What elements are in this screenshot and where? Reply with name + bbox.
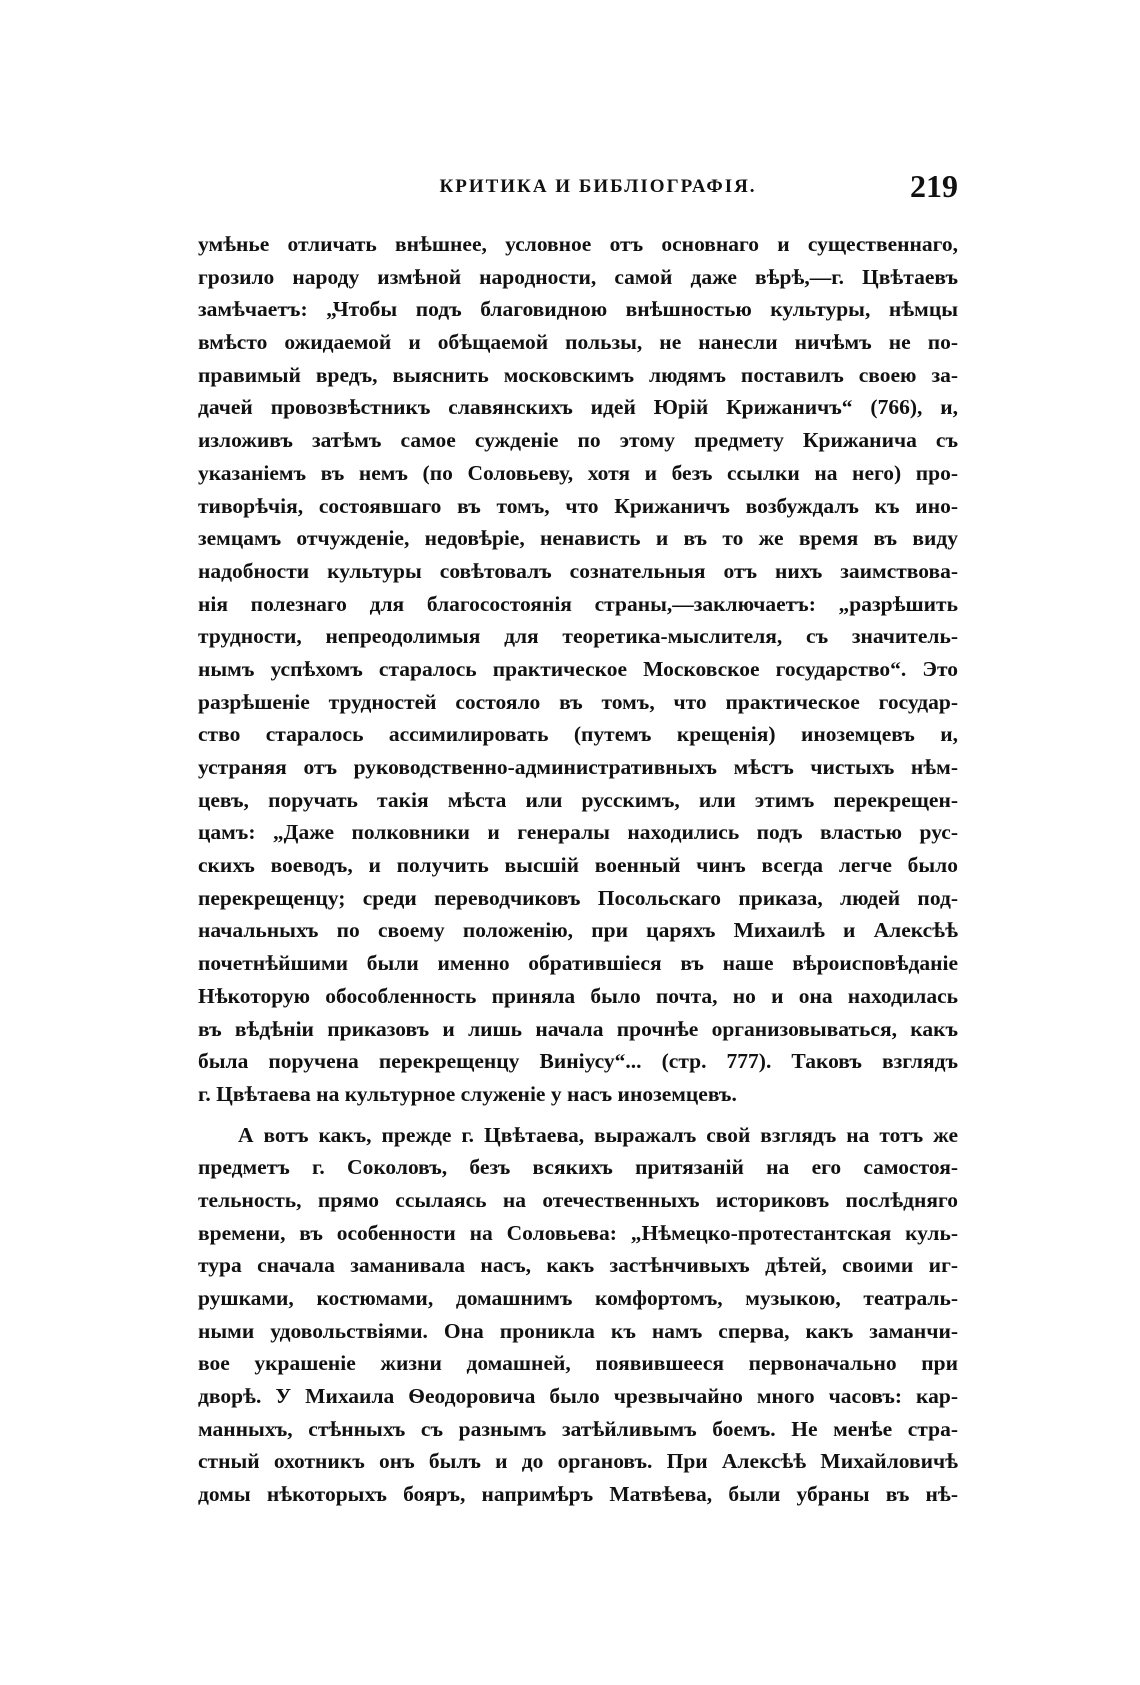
text-line: нымъ успѣхомъ старалось практическое Московское государство“. Это (198, 656, 958, 681)
text-line: была поручена перекрещенцу Виніусу“... (стр. 777). Таковъ взглядъ (198, 1049, 958, 1074)
text-line: времени, въ особенности на Соловьева: „Нѣмецко-протестантская куль- (198, 1220, 958, 1245)
text-line: тельность, прямо ссылаясь на отечественныхъ историковъ послѣдняго (198, 1187, 958, 1212)
text-line: разрѣшеніе трудностей состояло въ томъ, что практическое государ- (198, 689, 958, 714)
text-line: ство старалось ассимилировать (путемъ крещенія) иноземцевъ и, (198, 722, 958, 747)
body-text (198, 228, 958, 1511)
text-line: ными удовольствіями. Она проникла къ намъ сперва, какъ заманчи- (198, 1318, 958, 1343)
text-line: правимый вредъ, выяснить московскимъ людямъ поставилъ своею за- (198, 362, 958, 387)
text-line: вмѣсто ожидаемой и обѣщаемой пользы, не нанесли ничѣмъ не по- (198, 330, 958, 355)
text-line: вое украшеніе жизни домашней, появившееся первоначально при (198, 1351, 958, 1376)
text-line: перекрещенцу; среди переводчиковъ Посольскаго приказа, людей под- (198, 885, 958, 910)
running-head (198, 168, 958, 218)
text-line: цамъ: „Даже полковники и генералы находились подъ властью рус- (198, 820, 958, 845)
text-line: указаніемъ въ немъ (по Соловьеву, хотя и безъ ссылки на него) про- (198, 460, 958, 485)
text-line: изложивъ затѣмъ самое сужденіе по этому предмету Крижанича съ (198, 428, 958, 453)
text-line: тиворѣчія, состоявшаго въ томъ, что Крижаничъ возбуждалъ къ ино- (198, 493, 958, 518)
text-line: начальныхъ по своему положенію, при царяхъ Михаилѣ и Алексѣѣ (198, 918, 958, 943)
text-line: дворѣ. У Михаила Ѳеодоровича было чрезвычайно много часовъ: кар- (198, 1384, 958, 1409)
text-line: въ вѣдѣніи приказовъ и лишь начала прочнѣе организовываться, какъ (198, 1016, 958, 1041)
text-line: умѣнье отличать внѣшнее, условное отъ основнаго и существеннаго, (198, 232, 958, 256)
text-line: надобности культуры совѣтовалъ сознательныя отъ нихъ заимствова- (198, 558, 958, 583)
text-line: рушками, костюмами, домашнимъ комфортомъ, музыкою, театраль- (198, 1286, 958, 1310)
text-line: трудности, непреодолимыя для теоретика-мыслителя, съ значитель- (198, 624, 958, 649)
text-line: скихъ воеводъ, и получить высшій военный чинъ всегда легче было (198, 853, 958, 878)
text-line: грозило народу измѣной народности, самой даже вѣрѣ,—г. Цвѣтаевъ (198, 264, 958, 289)
text-line: почетнѣйшими были именно обратившіеся въ наше вѣроисповѣданіе (198, 951, 958, 976)
running-title: КРИТИКА И БИБЛІОГРАФІЯ. (439, 176, 757, 197)
text-line: устраняя отъ руководственно-административныхъ мѣстъ чистыхъ нѣм- (198, 755, 958, 779)
text-line: нія полезнаго для благосостоянія страны,—заключаетъ: „разрѣшить (198, 591, 958, 616)
text-line: замѣчаетъ: „Чтобы подъ благовидною внѣшностью культуры, нѣмцы (198, 297, 958, 322)
text-line: дачей провозвѣстникъ славянскихъ идей Юрій Крижаничъ“ (766), и, (198, 395, 958, 420)
page-number: 219 (910, 168, 958, 204)
text-line: А вотъ какъ, прежде г. Цвѣтаева, выражалъ свой взглядъ на тотъ же (238, 1122, 958, 1147)
text-line: манныхъ, стѣнныхъ съ разнымъ затѣйливымъ боемъ. Не менѣе стра- (198, 1416, 958, 1441)
paragraph-1 (198, 228, 958, 1111)
text-line: стный охотникъ онъ былъ и до органовъ. При Алексѣѣ Михайловичѣ (198, 1449, 958, 1474)
paragraph-2 (198, 1119, 958, 1511)
text-line: цевъ, поручать такія мѣста или русскимъ, или этимъ перекрещен- (198, 787, 958, 812)
text-line: Нѣкоторую обособленность приняла было почта, но и она находилась (198, 983, 958, 1008)
text-line: г. Цвѣтаева на культурное служеніе у насъ иноземцевъ. (198, 1081, 737, 1106)
text-line: земцамъ отчужденіе, недовѣріе, ненависть и въ то же время въ виду (198, 526, 958, 551)
text-line: домы нѣкоторыхъ бояръ, напримѣръ Матвѣева, были убраны въ нѣ- (198, 1482, 958, 1507)
text-line: тура сначала заманивала насъ, какъ застѣнчивыхъ дѣтей, своими иг- (198, 1253, 958, 1278)
text-line: предметъ г. Соколовъ, безъ всякихъ притязаній на его самостоя- (198, 1155, 958, 1180)
